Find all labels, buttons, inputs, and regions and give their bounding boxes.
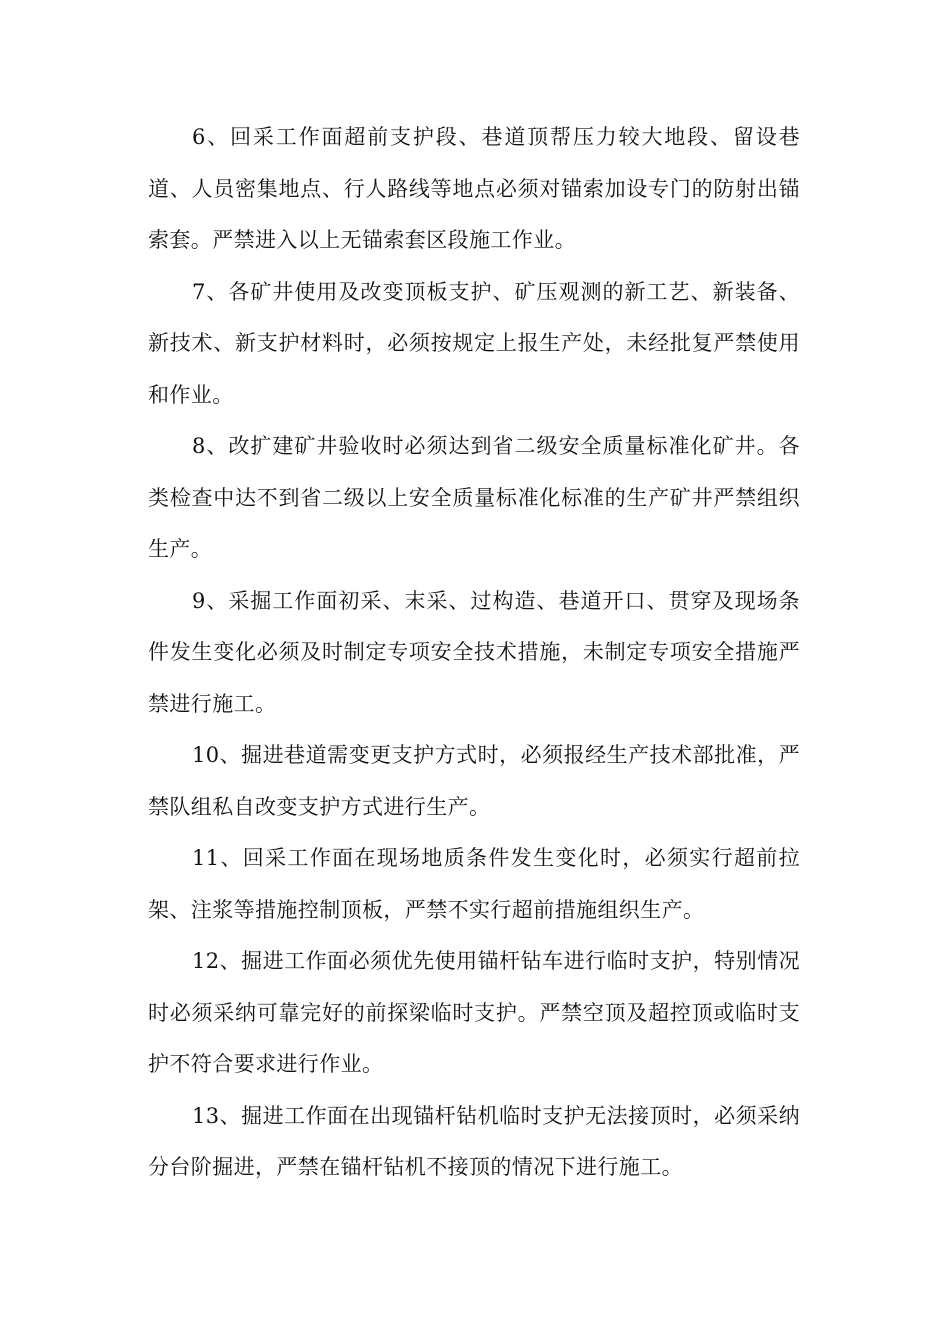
paragraph-item-12: 12、掘进工作面必须优先使用锚杆钻车进行临时支护，特别情况时必须采纳可靠完好的前探梁临时支护。严禁空顶及超控顶或临时支护不符合要求进行作业。 xyxy=(148,949,800,1076)
paragraph-item-6: 6、回采工作面超前支护段、巷道顶帮压力较大地段、留设巷道、人员密集地点、行人路线等地点必须对锚索加设专门的防射出锚索套。严禁进入以上无锚索套区段施工作业。 xyxy=(148,125,800,252)
paragraph-item-10: 10、掘进巷道需变更支护方式时，必须报经生产技术部批准，严禁队组私自改变支护方式进行生产。 xyxy=(148,743,800,819)
paragraph-item-11: 11、回采工作面在现场地质条件发生变化时，必须实行超前拉架、注浆等措施控制顶板，严禁不实行超前措施组织生产。 xyxy=(148,846,800,922)
paragraph-item-8: 8、改扩建矿井验收时必须达到省二级安全质量标准化矿井。各类检查中达不到省二级以上安全质量标准化标准的生产矿井严禁组织生产。 xyxy=(148,434,800,561)
paragraph-item-7: 7、各矿井使用及改变顶板支护、矿压观测的新工艺、新装备、新技术、新支护材料时，必须按规定上报生产处，未经批复严禁使用和作业。 xyxy=(148,279,800,407)
paragraph-item-13: 13、掘进工作面在出现锚杆钻机临时支护无法接顶时，必须采纳分台阶掘进，严禁在锚杆钻机不接顶的情况下进行施工。 xyxy=(148,1103,800,1179)
paragraph-item-9: 9、采掘工作面初采、末采、过构造、巷道开口、贯穿及现场条件发生变化必须及时制定专项安全技术措施，未制定专项安全措施严禁进行施工。 xyxy=(148,588,800,716)
